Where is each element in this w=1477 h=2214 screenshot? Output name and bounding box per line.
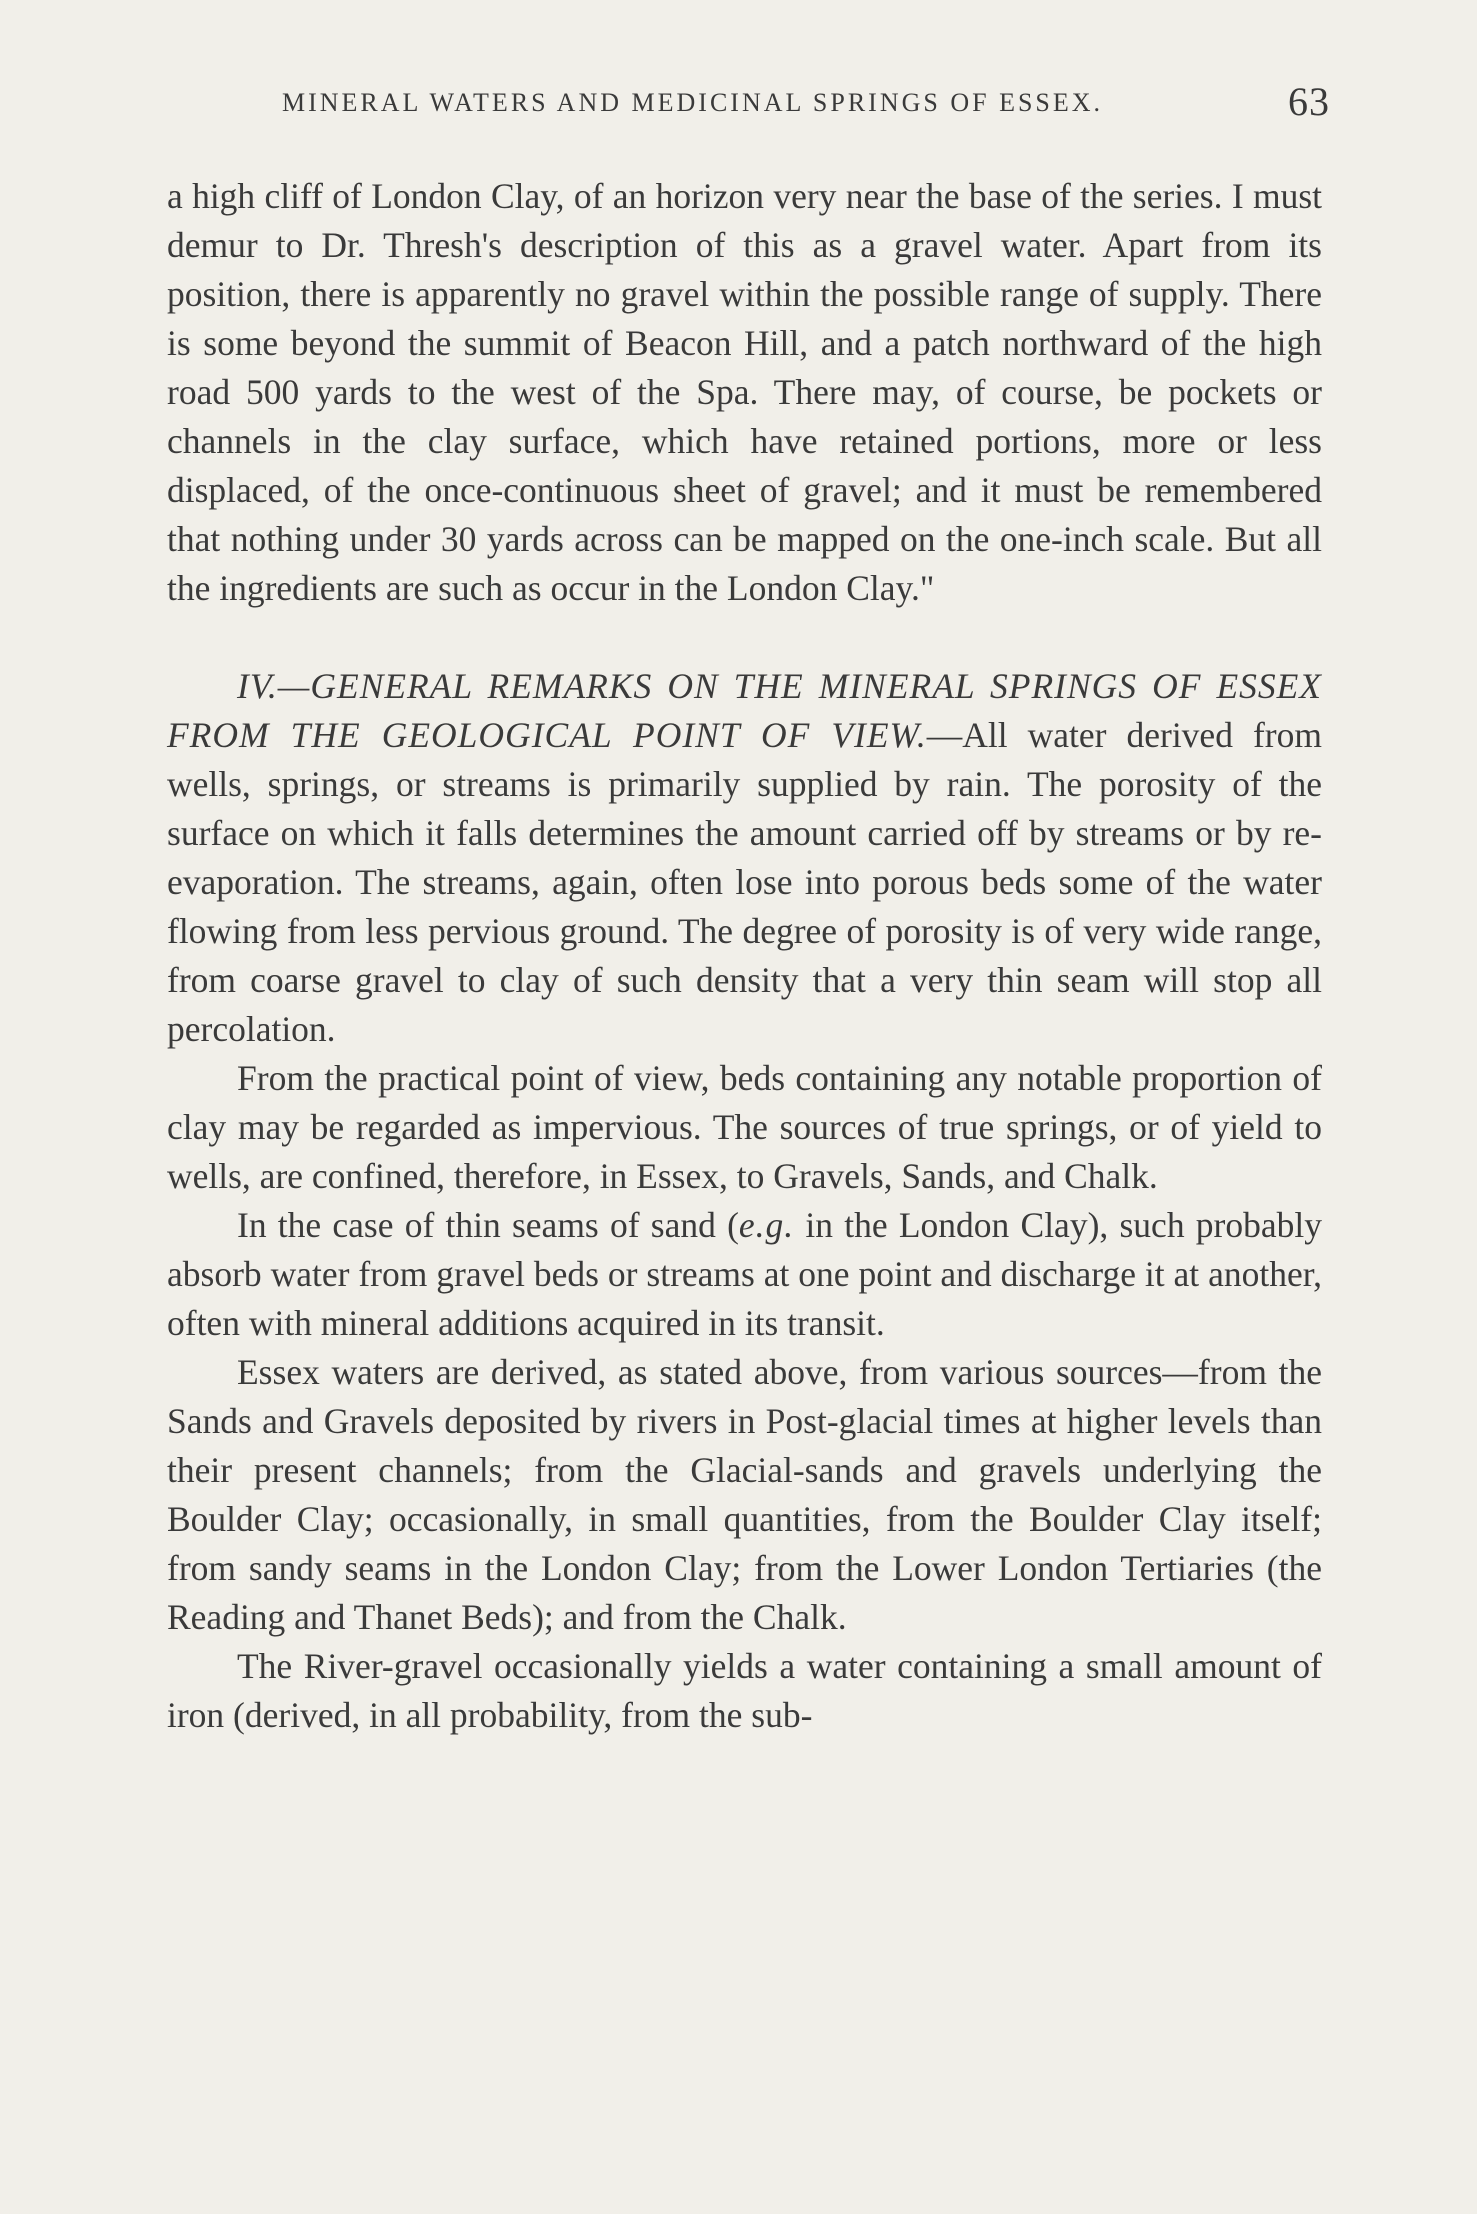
paragraph-section-iv [167,662,1322,1054]
section-heading: IV.—GENERAL REMARKS ON THE MINERAL SPRINGS OF ESSEX FROM THE GEOLOGICAL POINT OF VIEW. [167,666,1322,755]
page-number: 63 [1288,79,1330,124]
thin-seams-prefix: In the case of thin seams of sand ( [237,1205,739,1245]
paragraph-essex-waters: Essex waters are derived, as stated above, from various sources—from the Sands and Gravels deposited by rivers in Post-glacial times at higher levels than their present channels; from the Glacial-sands and gravels underlying the Boulder Clay; occasionally, in small quantities, from the Boulder Clay itself; from sandy seams in the London Clay; from the Lower London Tertiaries (the Reading and Thanet Beds); and from the Chalk. [167,1352,1322,1637]
thin-seams-eg: e.g. [738,1205,795,1245]
running-head: MINERAL WATERS AND MEDICINAL SPRINGS OF ESSEX. [282,88,1104,117]
thin-seams-suffix: in the London Clay), such probably absorb water from gravel beds or streams at one point and discharge it at another, often with mineral additions acquired in its transit. [167,1205,1322,1343]
body-text [167,172,1322,1740]
paragraph-river-gravel: The River-gravel occasionally yields a water containing a small amount of iron (derived, in all probability, from the sub- [167,1646,1322,1735]
paragraph-practical-view: From the practical point of view, beds containing any notable proportion of clay may be regarded as impervious. The sources of true springs, or of yield to wells, are confined, therefore, in Essex, to Gravels, Sands, and Chalk. [167,1058,1322,1196]
section-intro-text: —All water derived from wells, springs, or streams is primarily supplied by rain. The porosity of the surface on which it falls determines the amount carried off by streams or by re-evaporation. The streams, again, often lose into porous beds some of the water flowing from less pervious ground. The degree of porosity is of very wide range, from coarse gravel to clay of such density that a very thin seam will stop all percolation. [167,715,1322,1049]
paragraph-thin-seams [167,1201,1322,1348]
paragraph-quote-end: a high cliff of London Clay, of an horizon very near the base of the series. I must demur to Dr. Thresh's description of this as a gravel water. Apart from its position, there is apparently no gravel within the possible range of supply. There is some beyond the summit of Beacon Hill, and a patch northward of the high road 500 yards to the west of the Spa. There may, of course, be pockets or channels in the clay surface, which have retained portions, more or less displaced, of the once-continuous sheet of gravel; and it must be remembered that nothing under 30 yards across can be mapped on the one-inch scale. But all the ingredients are such as occur in the London Clay." [167,176,1322,608]
